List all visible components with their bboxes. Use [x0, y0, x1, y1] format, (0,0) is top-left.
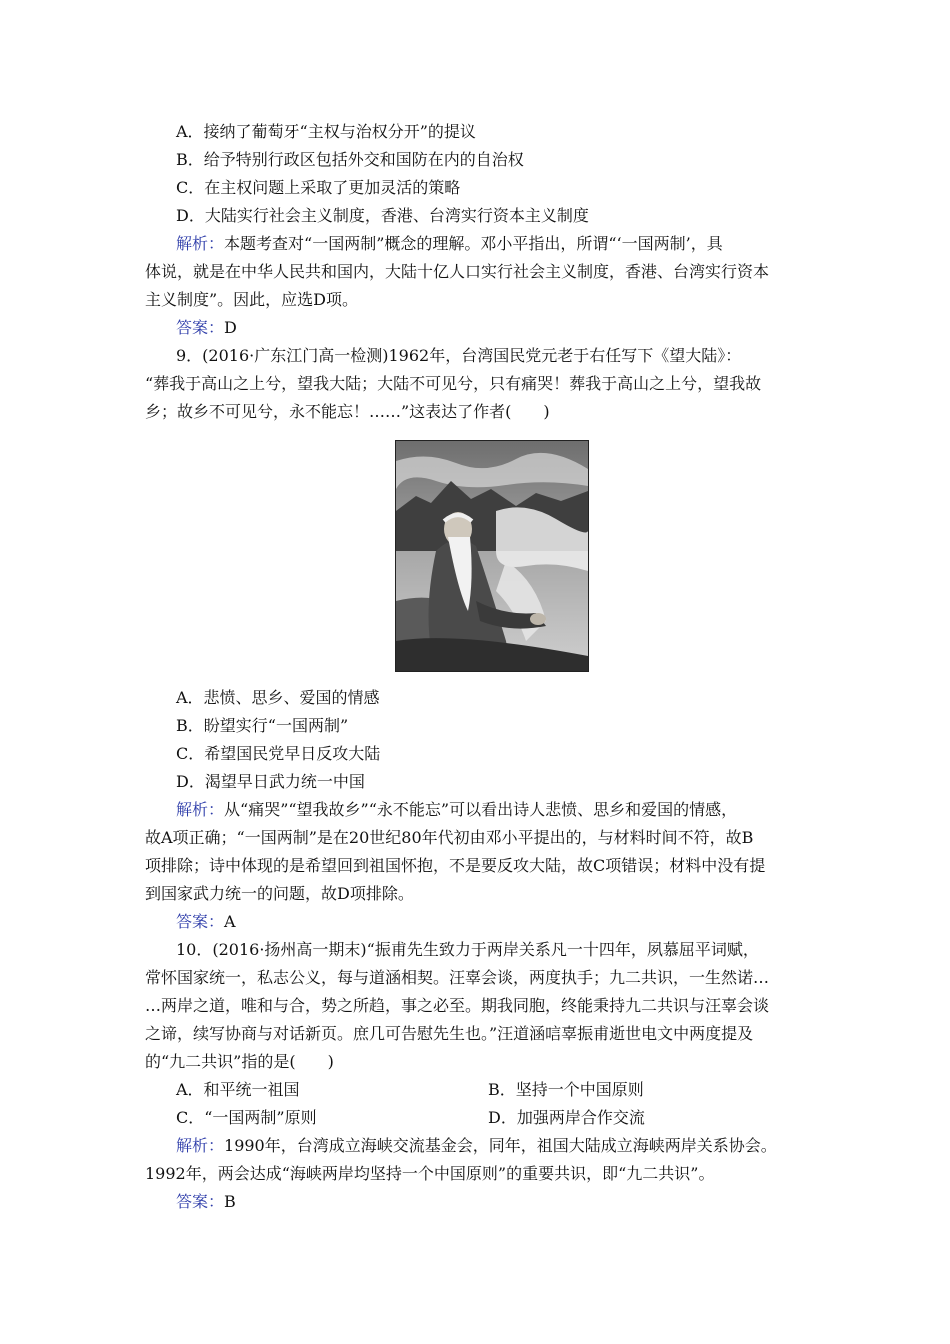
q10-stem-line-4: 之谛，续写协商与对话新页。庶几可告慰先生也。”汪道涵唁辜振甫逝世电文中两度提及: [145, 1024, 754, 1043]
q8-option-a: A．接纳了葡萄牙“主权与治权分开”的提议: [176, 122, 476, 141]
q9-option-a: A．悲愤、思乡、爱国的情感: [176, 688, 380, 707]
q9-stem-line-1: 9．(2016·广东江门高一检测)1962年，台湾国民党元老于右任写下《望大陆》：: [176, 346, 742, 365]
q10-option-b: B．坚持一个中国原则: [488, 1080, 644, 1099]
q9-option-c: C．希望国民党早日反攻大陆: [176, 744, 381, 763]
q10-answer-value: B: [224, 1192, 236, 1211]
q9-option-d: D．渴望早日武力统一中国: [176, 772, 365, 791]
q10-analysis-label: 解析：: [176, 1136, 225, 1155]
q8-answer: [176, 318, 237, 338]
q8-analysis-label: 解析：: [176, 234, 225, 253]
q10-stem-line-2: 常怀国家统一，私志公义，每与道涵相契。汪辜会谈，两度执手；九二共识，一生然诺…: [145, 968, 770, 987]
portrait-painting-image: [395, 440, 589, 672]
q8-option-b: B．给予特别行政区包括外交和国防在内的自治权: [176, 150, 524, 169]
q8-analysis-line-1: 解析：本题考查对“一国两制”概念的理解。邓小平指出，所谓“‘一国两制’，具: [176, 234, 723, 253]
q10-stem-line-5: 的“九二共识”指的是( ): [145, 1052, 334, 1071]
q9-analysis-line-2: 故A项正确；“一国两制”是在20世纪80年代初由邓小平提出的，与材料时间不符，故B: [145, 828, 754, 847]
q8-option-d: D．大陆实行社会主义制度，香港、台湾实行资本主义制度: [176, 206, 589, 225]
q10-option-c: C．“一国两制”原则: [176, 1108, 317, 1127]
q10-stem-line-3: …两岸之道，唯和与合，势之所趋，事之必至。期我同胞，终能秉持九二共识与汪辜会谈: [145, 996, 770, 1015]
q10-stem-line-1: 10．(2016·扬州高一期末)“振甫先生致力于两岸关系凡一十四年，夙慕屈平词赋，: [176, 940, 759, 959]
q9-option-b: B．盼望实行“一国两制”: [176, 716, 349, 735]
q9-analysis-label: 解析：: [176, 800, 225, 819]
q10-answer: [176, 1192, 236, 1212]
q8-analysis-line-3: 主义制度”。因此，应选D项。: [145, 290, 359, 309]
q8-option-c: C．在主权问题上采取了更加灵活的策略: [176, 178, 461, 197]
q8-answer-value: D: [224, 318, 237, 337]
q9-answer: [176, 912, 236, 932]
q9-answer-value: A: [224, 912, 236, 931]
q10-option-d: D．加强两岸合作交流: [488, 1108, 645, 1127]
q9-analysis-line-1: 解析：从“痛哭”“望我故乡”“永不能忘”可以看出诗人悲愤、思乡和爱国的情感，: [176, 800, 738, 819]
q9-stem-line-3: 乡；故乡不可见兮，永不能忘！……”这表达了作者( ): [145, 402, 550, 421]
q9-analysis-line-3: 项排除；诗中体现的是希望回到祖国怀抱，不是要反攻大陆，故C项错误；材料中没有提: [145, 856, 766, 875]
q9-stem-line-2: “葬我于高山之上兮，望我大陆；大陆不可见兮，只有痛哭！葬我于高山之上兮，望我故: [145, 374, 762, 393]
q10-analysis-line-2: 1992年，两会达成“海峡两岸均坚持一个中国原则”的重要共识，即“九二共识”。: [145, 1164, 715, 1183]
q10-answer-label: 答案：: [176, 1192, 225, 1211]
portrait-painting-svg: [396, 441, 588, 671]
q9-analysis-line-4: 到国家武力统一的问题，故D项排除。: [145, 884, 414, 903]
q10-analysis-line-1: 解析：1990年，台湾成立海峡交流基金会，同年，祖国大陆成立海峡两岸关系协会。: [176, 1136, 777, 1155]
q8-answer-label: 答案：: [176, 318, 225, 337]
q9-answer-label: 答案：: [176, 912, 225, 931]
q10-option-a: A．和平统一祖国: [176, 1080, 300, 1099]
q8-analysis-line-2: 体说，就是在中华人民共和国内，大陆十亿人口实行社会主义制度，香港、台湾实行资本: [145, 262, 770, 281]
